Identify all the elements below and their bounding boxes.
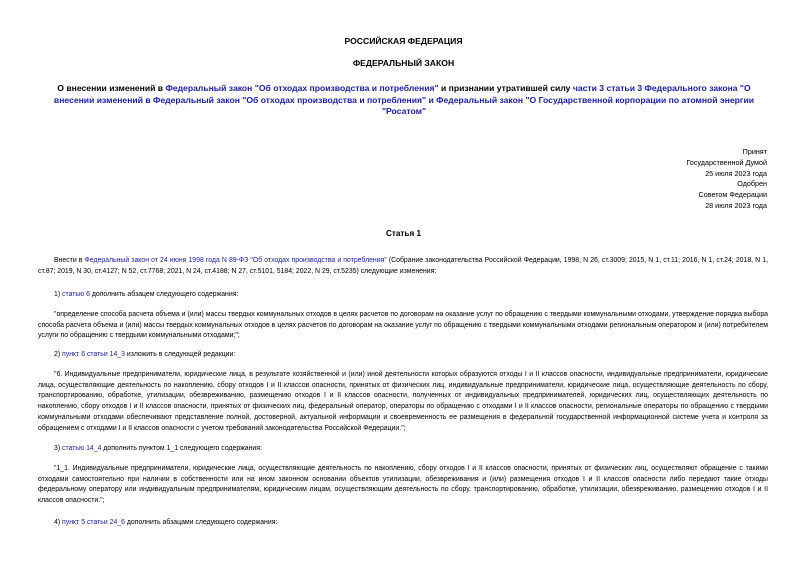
adoption-block (686, 147, 767, 212)
adopted-label: Принят (742, 147, 767, 156)
item-1-number: 1) (54, 291, 63, 298)
item-3-number: 3) (54, 445, 63, 452)
approved-date: 28 июля 2023 года (705, 200, 767, 210)
item-2-number: 2) (54, 351, 63, 358)
item-3 (54, 444, 262, 455)
item-1-link[interactable]: статью 6 (62, 291, 90, 298)
item-4-text: дополнить абзацами следующего содержания: (124, 519, 278, 526)
item-2-link[interactable]: пункт 6 статьи 14_3 (62, 351, 125, 358)
item-4-link[interactable]: пункт 5 статьи 24_6 (62, 519, 125, 526)
intro-link-law[interactable]: Федеральный закон от 24 июня 1998 года N 89-ФЗ "Об отходах производства и потребления" (84, 257, 387, 264)
intro-text-2: (Собрание законодательства Российской Федерации, 1998, N 26, ст.3009; 2015, N 1, ст.11; 2016, N 1, ст.24; 2018, N 1, ст.87; 2019, N 30, ст.4127; N 52, ст.7768; 2021, N 24, ст.4188; N 27, ст.5101, 5184; 2022, N 29, ст.5235) следующие изменения: (38, 257, 768, 275)
quote-1: "определение способа расчета объема и (или) массы твердых коммунальных отходов в целях расчетов по договорам на оказание услуг по обращению с твердыми коммунальными отходами, утверждение порядка выбора способа расчета объема и (или) массы твердых коммунальных отходов в целях расчетов по договорам на оказание услуг по обращению с твердыми коммунальными отходами региональным оператором и (или) потребителем услуги по обращению с твердыми коммунальными отходами;"; (38, 311, 768, 340)
approved-by: Советом Федерации (698, 190, 767, 200)
quote-3: "1_1. Индивидуальные предприниматели, юридические лица, осуществляющие деятельность по накоплению, сбору отходов I и II классов опасности, принятых от физических лиц, осуществляют обращение с такими отходами самостоятельно при наличии в собственности или на ином законном основании объектов утилизации, обезвреживания и (или) размещения отходов I и II классов опасности либо передают такие отходы федеральному оператору или индивидуальным предпринимателям, юридическим лицам, осуществляющим деятельность по сбору, транспортированию, обработке, утилизации, обезвреживанию, размещению отходов I и II классов опасности."; (38, 465, 768, 505)
item-2 (54, 350, 235, 361)
item-3-text: дополнить пунктом 1_1 следующего содержания: (101, 445, 262, 452)
intro-text-1: Внести в (54, 257, 85, 264)
item-2-text: изложить в следующей редакции: (124, 351, 236, 358)
doc-type-header: ФЕДЕРАЛЬНЫЙ ЗАКОН (352, 58, 455, 68)
item-1-text: дополнить абзацем следующего содержания: (89, 291, 239, 298)
article-heading: Статья 1 (385, 229, 422, 238)
law-title (36, 83, 772, 118)
title-link-law[interactable]: Федеральный закон "Об отходах производства и потребления" (165, 83, 439, 93)
article-intro (38, 256, 768, 277)
quote-2: "6. Индивидуальные предприниматели, юридические лица, в результате хозяйственной и (или) иной деятельности которых образуются отходы I и II классов опасности, индивидуальные предприниматели, юридические лица, осуществляющие деятельность по накоплению, сбору отходов I и II классов опасности, принятых от физических лиц, индивидуальные предприниматели, юридические лица, осуществляющие деятельность по сбору, транспортированию, обработке, утилизации, обезвреживанию, размещению отходов I и II классов опасности, полученных от индивидуальных предпринимателей, юридических лиц, осуществляющих деятельность по накоплению, сбору отходов I и II классов опасности, принятых от физических лиц, федеральный оператор, операторы по обращению с отходами I и II классов опасности, региональные операторы по обращению с твердыми коммунальными отходами обеспечивают представление полной, достоверной, актуальной информации и своевременность ее размещения в федеральной государственной информационной системе учета и контроля за обращением с отходами I и II классов опасности с учетом требований законодательства Российской Федерации."; (38, 371, 768, 432)
approved-label: Одобрен (737, 179, 767, 189)
title-text-1: О внесении изменений в (57, 83, 166, 93)
title-text-2: и признании утратившей силу (438, 83, 573, 93)
adopted-date: 25 июля 2023 года (705, 168, 767, 178)
country-header: РОССИЙСКАЯ ФЕДЕРАЦИЯ (344, 36, 463, 46)
title-link-part3[interactable]: части 3 статьи 3 Федерального закона "О внесении изменений в Федеральный закон "Об отходах производства и потребления" и Федеральный закон "О Государственной корпорации по атомной энергии "Росатом" (53, 83, 755, 116)
adopted-by: Государственной Думой (686, 157, 767, 167)
item-4 (54, 518, 277, 529)
item-4-number: 4) (54, 519, 63, 526)
item-3-link[interactable]: статью 14_4 (62, 445, 102, 452)
item-1 (54, 290, 238, 301)
